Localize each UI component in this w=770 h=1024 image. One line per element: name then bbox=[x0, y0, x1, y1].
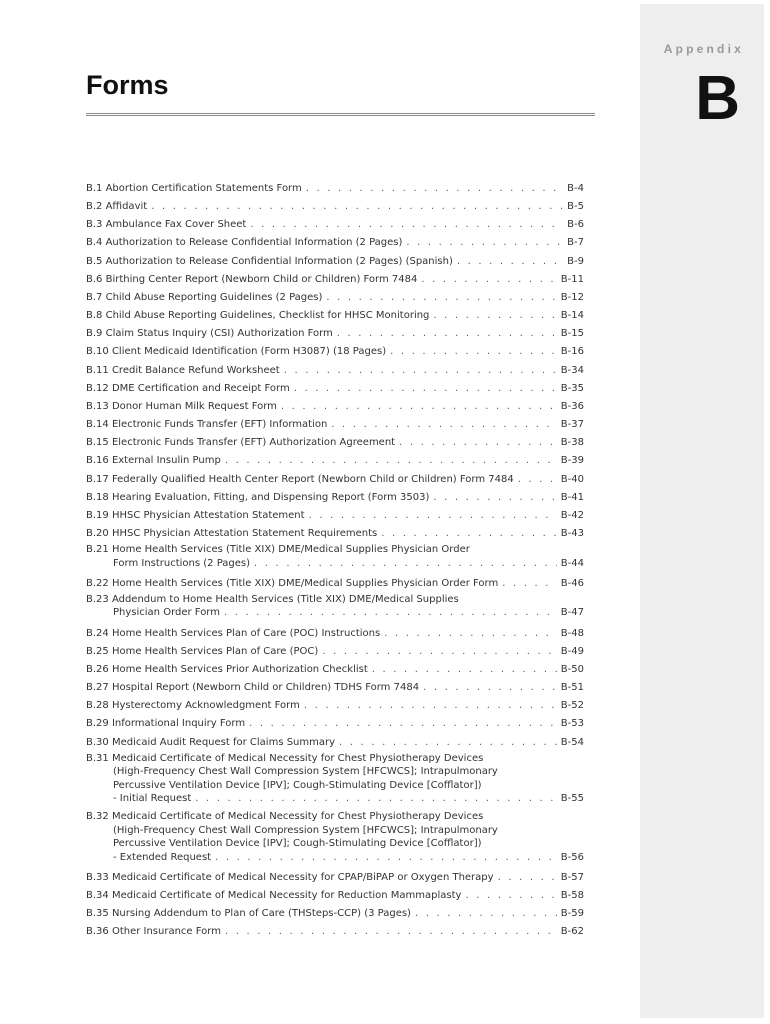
toc-entry-continuation: (High-Frequency Chest Wall Compression System [HFCWCS]; Intrapulmonary bbox=[113, 824, 498, 836]
toc-entry-line bbox=[86, 253, 584, 271]
toc-page-number: B-7 bbox=[567, 237, 584, 249]
toc-entry-line bbox=[86, 198, 584, 216]
toc-page-number: B-58 bbox=[560, 890, 584, 902]
toc-dot-leader bbox=[381, 525, 557, 543]
toc-dot-leader bbox=[498, 869, 557, 887]
toc-dot-leader bbox=[423, 679, 557, 697]
toc-entry-title: B.27 Hospital Report (Newborn Child or Children) TDHS Form 7484 bbox=[86, 682, 420, 694]
toc-entry-line bbox=[86, 180, 584, 198]
toc-entry-title: - Initial Request bbox=[113, 793, 192, 805]
toc-entry[interactable] bbox=[86, 234, 584, 252]
toc-entry-title: B.8 Child Abuse Reporting Guidelines, Checklist for HHSC Monitoring bbox=[86, 310, 430, 322]
toc-dot-leader bbox=[224, 606, 557, 620]
toc-entry[interactable] bbox=[86, 752, 584, 807]
toc-entry[interactable] bbox=[86, 343, 584, 361]
toc-entry[interactable] bbox=[86, 715, 584, 733]
appendix-letter: B bbox=[695, 64, 740, 133]
toc-entry-title: B.17 Federally Qualified Health Center Report (Newborn Child or Children) Form 7484 bbox=[86, 473, 514, 485]
toc-dot-leader bbox=[304, 697, 557, 715]
toc-page-number: B-48 bbox=[560, 627, 584, 639]
toc-entry-line bbox=[86, 489, 584, 507]
toc-entry[interactable] bbox=[86, 575, 584, 593]
toc-entry-title: B.34 Medicaid Certificate of Medical Necessity for Reduction Mammaplasty bbox=[86, 890, 462, 902]
toc-dot-leader bbox=[326, 289, 556, 307]
toc-entry-title: B.24 Home Health Services Plan of Care (POC) Instructions bbox=[86, 627, 381, 639]
toc-entry-line bbox=[86, 271, 584, 289]
toc-page-number: B-35 bbox=[560, 382, 584, 394]
toc-entry-line bbox=[86, 325, 584, 343]
toc-entry-title: B.13 Donor Human Milk Request Form bbox=[86, 400, 277, 412]
toc-entry-title: B.25 Home Health Services Plan of Care (POC) bbox=[86, 645, 319, 657]
toc-entry-line bbox=[86, 507, 584, 525]
toc-dot-leader bbox=[337, 325, 557, 343]
toc-page-number: B-42 bbox=[560, 509, 584, 521]
toc-entry-title: B.28 Hysterectomy Acknowledgment Form bbox=[86, 700, 300, 712]
toc-entry-continuation: Percussive Ventilation Device [IPV]; Cough-Stimulating Device [Cofflator]) bbox=[113, 838, 482, 850]
toc-page-number: B-9 bbox=[567, 255, 584, 267]
toc-page-number: B-6 bbox=[567, 219, 584, 231]
toc-entry-title: B.30 Medicaid Audit Request for Claims Summary bbox=[86, 736, 336, 748]
toc-entry-line bbox=[86, 734, 584, 752]
toc-dot-leader bbox=[518, 471, 557, 489]
toc-entry-line bbox=[86, 307, 584, 325]
toc-entry-line bbox=[86, 289, 584, 307]
toc-dot-leader bbox=[433, 307, 556, 325]
toc-page-number: B-50 bbox=[560, 663, 584, 675]
toc-dot-leader bbox=[331, 416, 557, 434]
toc-entry-line bbox=[86, 416, 584, 434]
toc-page-number: B-41 bbox=[560, 491, 584, 503]
toc-entry-line bbox=[86, 625, 584, 643]
toc-entry-title: B.5 Authorization to Release Confidential Information (2 Pages) (Spanish) bbox=[86, 255, 453, 267]
toc-entry-line bbox=[86, 679, 584, 697]
toc-entry[interactable] bbox=[86, 253, 584, 271]
toc-entry[interactable] bbox=[86, 869, 584, 887]
toc-entry[interactable] bbox=[86, 434, 584, 452]
toc-page-number: B-11 bbox=[560, 273, 584, 285]
toc-dot-leader bbox=[372, 661, 557, 679]
toc-entry-title: B.16 External Insulin Pump bbox=[86, 455, 221, 467]
toc-entry[interactable] bbox=[86, 679, 584, 697]
toc-entry-title: B.2 Affidavit bbox=[86, 201, 148, 213]
toc-page-number: B-44 bbox=[560, 557, 584, 569]
toc-entry-title: B.15 Electronic Funds Transfer (EFT) Authorization Agreement bbox=[86, 437, 396, 449]
toc-page-number: B-43 bbox=[560, 527, 584, 539]
toc-page-number: B-51 bbox=[560, 682, 584, 694]
toc-entry-title: B.18 Hearing Evaluation, Fitting, and Dispensing Report (Form 3503) bbox=[86, 491, 430, 503]
page-title: Forms bbox=[86, 70, 169, 100]
toc-entry-title: B.22 Home Health Services (Title XIX) DME/Medical Supplies Physician Order Form bbox=[86, 577, 499, 589]
toc-dot-leader bbox=[254, 557, 557, 571]
toc-page-number: B-62 bbox=[560, 926, 584, 938]
toc-entry[interactable] bbox=[86, 416, 584, 434]
toc-entry[interactable] bbox=[86, 325, 584, 343]
toc-entry-line bbox=[86, 661, 584, 679]
toc-entry[interactable] bbox=[86, 216, 584, 234]
toc-page-number: B-14 bbox=[560, 310, 584, 322]
toc-dot-leader bbox=[502, 575, 557, 593]
toc-entry-line bbox=[86, 216, 584, 234]
toc-entry[interactable] bbox=[86, 507, 584, 525]
toc-entry[interactable] bbox=[86, 887, 584, 905]
toc-entry-continuation: Percussive Ventilation Device [IPV]; Cough-Stimulating Device [Cofflator]) bbox=[113, 779, 482, 791]
toc-entry-title: B.14 Electronic Funds Transfer (EFT) Information bbox=[86, 419, 328, 431]
toc-entry-title: B.12 DME Certification and Receipt Form bbox=[86, 382, 290, 394]
toc-entry-line bbox=[86, 905, 584, 923]
toc-entry-line bbox=[86, 923, 584, 941]
title-divider bbox=[86, 113, 595, 116]
toc-entry[interactable] bbox=[86, 905, 584, 923]
toc-page-number: B-34 bbox=[560, 364, 584, 376]
toc-entry-title: B.9 Claim Status Inquiry (CSI) Authorization Form bbox=[86, 328, 333, 340]
toc-page-number: B-52 bbox=[560, 700, 584, 712]
toc-entry[interactable] bbox=[86, 362, 584, 380]
toc-entry[interactable] bbox=[86, 489, 584, 507]
toc-entry-line bbox=[86, 643, 584, 661]
toc-dot-leader bbox=[151, 198, 563, 216]
toc-entry-title: B.1 Abortion Certification Statements Form bbox=[86, 183, 302, 194]
toc-entry-title: B.29 Informational Inquiry Form bbox=[86, 718, 246, 730]
toc-entry-first-line: B.21 Home Health Services (Title XIX) DME/Medical Supplies Physician Order bbox=[86, 544, 470, 556]
toc-entry-line bbox=[86, 234, 584, 252]
toc-entry-line bbox=[86, 525, 584, 543]
toc-entry-line bbox=[86, 434, 584, 452]
toc-page-number: B-49 bbox=[560, 645, 584, 657]
toc-entry-first-line: B.32 Medicaid Certificate of Medical Necessity for Chest Physiotherapy Devices bbox=[86, 811, 484, 823]
toc-dot-leader bbox=[306, 180, 563, 198]
toc-dot-leader bbox=[384, 625, 557, 643]
toc-entry-line bbox=[86, 398, 584, 416]
toc-entry[interactable] bbox=[86, 734, 584, 752]
toc-entry[interactable] bbox=[86, 543, 584, 571]
toc-entry-line bbox=[86, 557, 584, 571]
toc-entry-line bbox=[86, 851, 584, 865]
toc-entry[interactable] bbox=[86, 810, 584, 865]
toc-dot-leader bbox=[250, 216, 563, 234]
toc-entry-title: B.20 HHSC Physician Attestation Statement Requirements bbox=[86, 527, 378, 539]
appendix-label: Appendix bbox=[663, 42, 744, 56]
toc-dot-leader bbox=[322, 643, 556, 661]
toc-page-number: B-37 bbox=[560, 419, 584, 431]
toc-dot-leader bbox=[390, 343, 557, 361]
toc-entry-line bbox=[86, 575, 584, 593]
toc-entry[interactable] bbox=[86, 271, 584, 289]
toc-entry-continuation: (High-Frequency Chest Wall Compression System [HFCWCS]; Intrapulmonary bbox=[113, 766, 498, 778]
toc-page-number: B-59 bbox=[560, 908, 584, 920]
toc-dot-leader bbox=[281, 398, 557, 416]
toc-entry-title: Physician Order Form bbox=[113, 607, 220, 619]
toc-entry-line bbox=[86, 792, 584, 806]
toc-entry[interactable] bbox=[86, 398, 584, 416]
toc-entry-line bbox=[86, 697, 584, 715]
toc-dot-leader bbox=[225, 923, 557, 941]
toc-entry[interactable] bbox=[86, 661, 584, 679]
toc-page-number: B-12 bbox=[560, 291, 584, 303]
toc-page-number: B-38 bbox=[560, 437, 584, 449]
toc-entry-title: B.33 Medicaid Certificate of Medical Necessity for CPAP/BiPAP or Oxygen Therapy bbox=[86, 871, 494, 883]
toc-dot-leader bbox=[433, 489, 556, 507]
toc-entry[interactable] bbox=[86, 289, 584, 307]
toc-entry-title: B.36 Other Insurance Form bbox=[86, 926, 221, 938]
toc-entry[interactable] bbox=[86, 643, 584, 661]
toc-dot-leader bbox=[415, 905, 557, 923]
toc-dot-leader bbox=[284, 362, 557, 380]
toc-entry-line bbox=[86, 362, 584, 380]
toc-entry-title: B.3 Ambulance Fax Cover Sheet bbox=[86, 219, 247, 231]
toc-page-number: B-40 bbox=[560, 473, 584, 485]
toc-page-number: B-36 bbox=[560, 400, 584, 412]
toc-dot-leader bbox=[215, 851, 557, 865]
toc-entry-title: - Extended Request bbox=[113, 851, 212, 863]
toc-dot-leader bbox=[225, 452, 557, 470]
toc-entry[interactable] bbox=[86, 471, 584, 489]
toc-entry-title: B.6 Birthing Center Report (Newborn Child or Children) Form 7484 bbox=[86, 273, 418, 285]
toc-page-number: B-57 bbox=[560, 871, 584, 883]
toc-entry-title: B.10 Client Medicaid Identification (Form H3087) (18 Pages) bbox=[86, 346, 387, 358]
toc-entry[interactable] bbox=[86, 923, 584, 941]
toc-dot-leader bbox=[339, 734, 557, 752]
toc-dot-leader bbox=[421, 271, 556, 289]
toc-entry-title: B.11 Credit Balance Refund Worksheet bbox=[86, 364, 280, 376]
toc-entry-line bbox=[86, 343, 584, 361]
toc-dot-leader bbox=[406, 234, 563, 252]
toc-dot-leader bbox=[249, 715, 557, 733]
toc-entry-first-line: B.31 Medicaid Certificate of Medical Necessity for Chest Physiotherapy Devices bbox=[86, 752, 484, 764]
toc-entry-title: B.7 Child Abuse Reporting Guidelines (2 Pages) bbox=[86, 291, 323, 303]
toc-page-number: B-4 bbox=[567, 183, 584, 194]
toc-entry-line bbox=[86, 887, 584, 905]
toc-entry[interactable] bbox=[86, 525, 584, 543]
toc-page-number: B-16 bbox=[560, 346, 584, 358]
toc-entry[interactable] bbox=[86, 180, 584, 198]
toc-entry-title: B.35 Nursing Addendum to Plan of Care (THSteps-CCP) (3 Pages) bbox=[86, 908, 411, 920]
toc-entry[interactable] bbox=[86, 625, 584, 643]
toc-page-number: B-15 bbox=[560, 328, 584, 340]
toc-dot-leader bbox=[465, 887, 556, 905]
toc-entry-title: B.19 HHSC Physician Attestation Statement bbox=[86, 509, 305, 521]
toc-entry[interactable] bbox=[86, 452, 584, 470]
toc-page-number: B-5 bbox=[567, 201, 584, 213]
toc-entry-line bbox=[86, 452, 584, 470]
toc-page-number: B-56 bbox=[560, 851, 584, 863]
toc-page-number: B-47 bbox=[560, 607, 584, 619]
toc-entry-line bbox=[86, 471, 584, 489]
toc-entry-line bbox=[86, 715, 584, 733]
table-of-contents bbox=[86, 180, 584, 942]
toc-entry[interactable] bbox=[86, 380, 584, 398]
toc-entry-title: B.4 Authorization to Release Confidential Information (2 Pages) bbox=[86, 237, 403, 249]
toc-entry[interactable] bbox=[86, 697, 584, 715]
toc-page-number: B-55 bbox=[560, 793, 584, 805]
toc-entry[interactable] bbox=[86, 593, 584, 621]
toc-entry-title: B.26 Home Health Services Prior Authorization Checklist bbox=[86, 663, 368, 675]
toc-dot-leader bbox=[399, 434, 557, 452]
toc-dot-leader bbox=[309, 507, 557, 525]
toc-entry[interactable] bbox=[86, 307, 584, 325]
toc-page-number: B-54 bbox=[560, 736, 584, 748]
toc-dot-leader bbox=[294, 380, 557, 398]
toc-entry[interactable] bbox=[86, 198, 584, 216]
toc-entry-line bbox=[86, 869, 584, 887]
toc-dot-leader bbox=[457, 253, 563, 271]
toc-entry-line bbox=[86, 380, 584, 398]
toc-entry-first-line: B.23 Addendum to Home Health Services (Title XIX) DME/Medical Supplies bbox=[86, 593, 459, 605]
toc-page-number: B-39 bbox=[560, 455, 584, 467]
toc-page-number: B-53 bbox=[560, 718, 584, 730]
appendix-side-panel bbox=[640, 4, 764, 1018]
toc-dot-leader bbox=[195, 792, 557, 806]
toc-entry-line bbox=[86, 606, 584, 620]
toc-page-number: B-46 bbox=[560, 577, 584, 589]
toc-entry-title: Form Instructions (2 Pages) bbox=[113, 557, 251, 569]
